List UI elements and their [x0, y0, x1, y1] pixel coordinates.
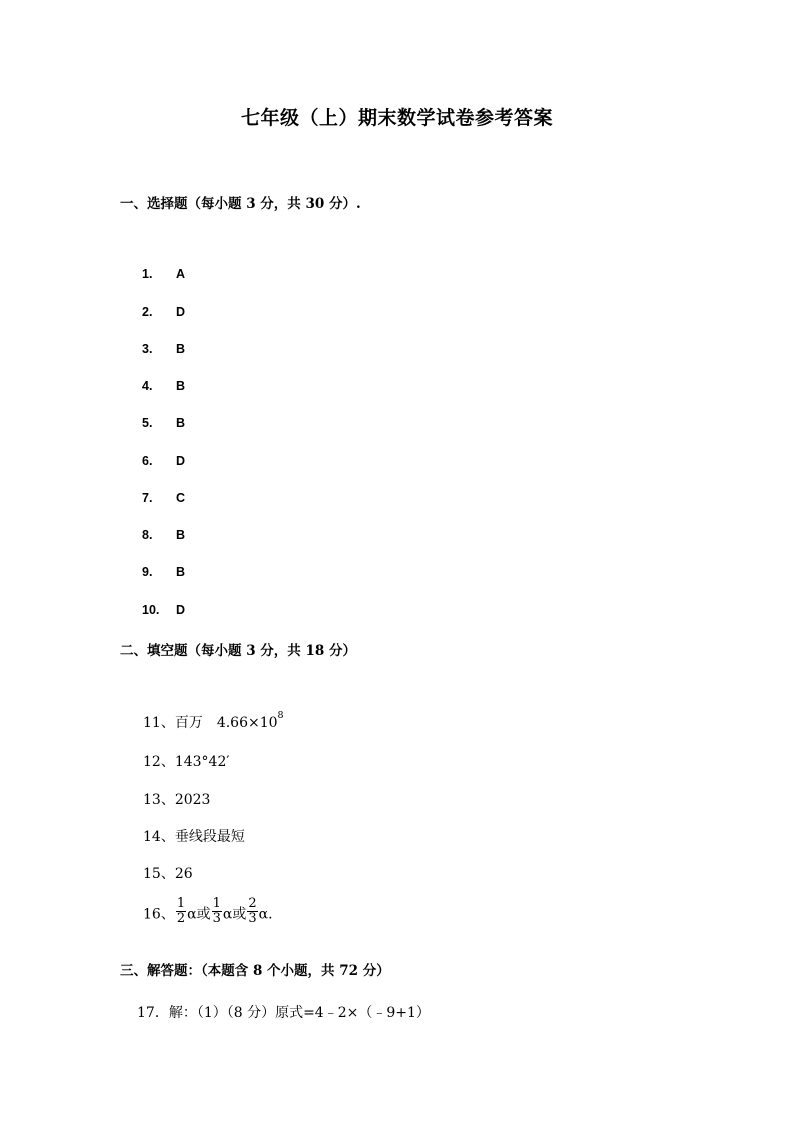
exponent: 8: [277, 710, 284, 721]
choice-answer: B: [176, 416, 186, 430]
section-heading-fill-in: 二、填空题（每小题 3 分，共 18 分）: [120, 643, 356, 659]
fraction-numerator: 2: [248, 896, 257, 911]
choice-number: 6.: [142, 454, 153, 468]
choice-number: 5.: [142, 416, 153, 430]
fraction-denominator: 2: [176, 911, 186, 926]
fraction-denominator: 3: [212, 911, 221, 926]
choice-answer: B: [176, 379, 186, 393]
choice-answer: D: [176, 305, 186, 319]
fill-answer-prefix: 11、百万: [143, 715, 203, 731]
fill-answer-13: 13、2023: [143, 792, 211, 808]
choice-answer: B: [176, 528, 186, 542]
fill-answer-16: [143, 896, 273, 929]
choice-number: 7.: [142, 491, 153, 505]
fraction: [212, 897, 222, 926]
choice-number: 4.: [142, 379, 153, 393]
fraction: [176, 897, 186, 926]
choice-number: 2.: [142, 305, 153, 319]
choice-number: 8.: [142, 528, 153, 542]
alpha-term: α或: [187, 906, 211, 923]
choice-answer: B: [176, 342, 186, 356]
choice-answer: C: [176, 491, 186, 505]
choice-number: 3.: [142, 342, 153, 356]
choice-answer: B: [176, 565, 186, 579]
fill-answer-14: 14、垂线段最短: [143, 829, 245, 845]
fill-answer-15: 15、26: [143, 866, 193, 882]
fill-answer-11: [143, 712, 284, 732]
choice-answer: D: [176, 454, 186, 468]
alpha-term: α.: [258, 906, 273, 923]
fraction-denominator: 3: [248, 911, 257, 926]
scientific-notation: 4.66×10: [216, 715, 278, 731]
fraction: [247, 897, 257, 926]
solution-17-line: 17．解：（1）（8 分）原式=4﹣2×（﹣9+1）: [137, 1005, 430, 1021]
choice-answer: D: [176, 603, 186, 617]
alpha-term: α或: [222, 906, 247, 923]
section-heading-multiple-choice: 一、选择题（每小题 3 分，共 30 分）.: [120, 196, 361, 212]
choice-number: 10.: [142, 603, 160, 617]
fraction-numerator: 1: [212, 896, 221, 911]
fill-answer-12: 12、143°42′: [143, 754, 230, 770]
page-title: 七年级（上）期末数学试卷参考答案: [240, 107, 553, 129]
choice-answer: A: [176, 267, 186, 281]
section-heading-solutions: 三、解答题：（本题含 8 个小题，共 72 分）: [120, 963, 390, 979]
fraction-numerator: 1: [176, 896, 186, 911]
choice-number: 1.: [142, 267, 153, 281]
fill-answer-prefix: 16、: [143, 906, 175, 923]
choice-number: 9.: [142, 565, 153, 579]
